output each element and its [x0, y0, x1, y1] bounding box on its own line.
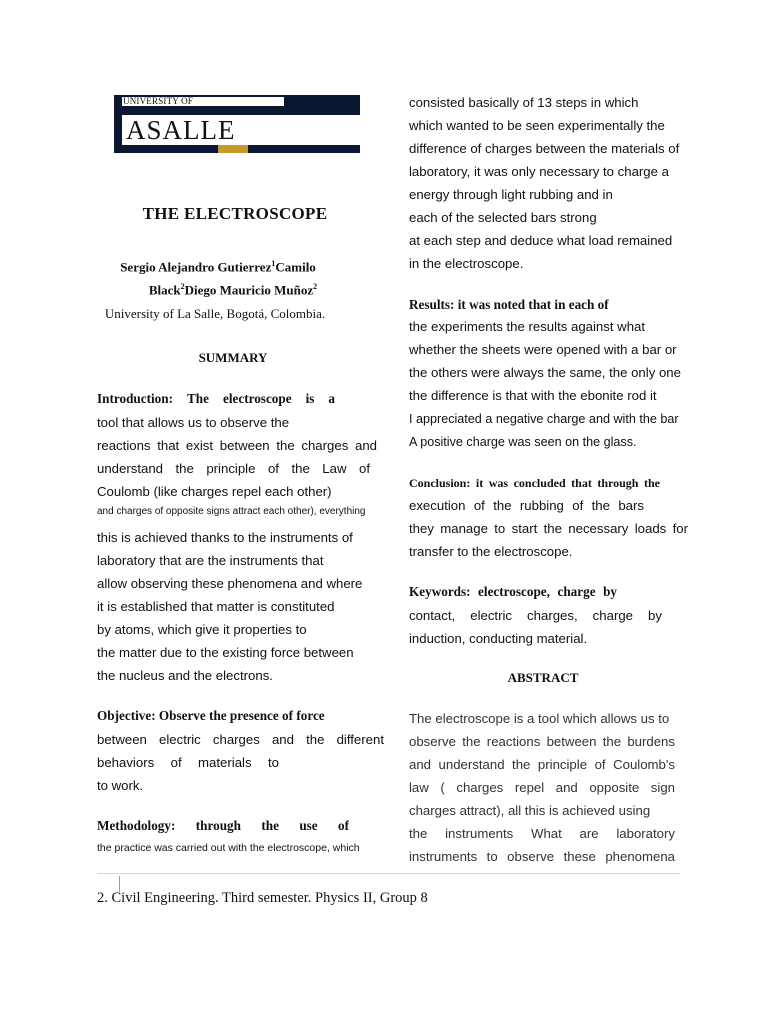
abstract-line: and understand the principle of Coulomb's: [409, 757, 675, 772]
method-line: difference of charges between the materials of: [409, 141, 680, 156]
method-line: consisted basically of 13 steps in which: [409, 95, 639, 110]
results-line: the others were always the same, the only one: [409, 365, 681, 380]
footnote-separator: [97, 873, 680, 874]
abstract-line: instruments to observe these phenomena: [409, 849, 675, 864]
abstract-line: law ( charges repel and opposite sign: [409, 780, 675, 795]
abstract-line: observe the reactions between the burdens: [409, 734, 675, 749]
logo-main-text: ASALLE: [122, 115, 360, 145]
abstract-line: The electroscope is a tool which allows us to: [409, 711, 670, 726]
intro-first-text: The electroscope is a: [186, 391, 335, 406]
intro-line: understand the principle of the Law of: [97, 461, 370, 476]
keywords-line: induction, conducting material.: [409, 631, 588, 646]
logo-small-text: UNIVERSITY OF: [122, 97, 284, 106]
results-line: A positive charge was seen on the glass.: [409, 435, 637, 449]
intro-line: this is achieved thanks to the instruments of: [97, 530, 353, 545]
authors-line-2: [115, 282, 351, 298]
authors-line-1: [100, 259, 336, 275]
results-line: the difference is that with the ebonite rod it: [409, 388, 657, 403]
author-name: Black: [148, 282, 181, 298]
results-line: the experiments the results against what: [409, 319, 646, 334]
conclusion-line: they manage to start the necessary loads for: [409, 521, 688, 536]
intro-line: tool that allows us to observe the: [97, 415, 290, 430]
intro-first-line: [97, 389, 335, 409]
abstract-line: the instruments What are laboratory: [409, 826, 675, 841]
conclusion-heading: Conclusion: it was concluded that through the: [409, 476, 660, 490]
method-line: energy through light rubbing and in: [409, 187, 613, 202]
results-heading: Results: it was noted that in each of: [409, 297, 609, 312]
methodology-first-line: [97, 816, 349, 836]
author-name: Sergio Alejandro Gutierrez: [120, 259, 272, 275]
abstract-heading: ABSTRACT: [507, 670, 579, 685]
keywords-heading: Keywords: electroscope, charge by: [409, 584, 617, 599]
method-line: which wanted to be seen experimentally the: [409, 118, 665, 133]
logo-accent-shape: [218, 145, 248, 153]
intro-line: the matter due to the existing force between: [97, 645, 354, 660]
intro-line: by atoms, which give it properties to: [97, 622, 307, 637]
method-line: laboratory, it was only necessary to charge a: [409, 164, 669, 179]
abstract-line: charges attract), all this is achieved using: [409, 803, 651, 818]
intro-line: it is established that matter is constituted: [97, 599, 335, 614]
keywords-line: contact, electric charges, charge by: [409, 608, 662, 623]
method-line: at each step and deduce what load remained: [409, 233, 673, 248]
paper-title: THE ELECTROSCOPE: [142, 204, 328, 223]
methodology-first-text: through the use of: [195, 818, 349, 833]
intro-label: Introduction:: [97, 391, 173, 406]
results-line: whether the sheets were opened with a bar or: [409, 342, 677, 357]
author-name: Diego Mauricio Muñoz: [184, 282, 314, 298]
conclusion-line: transfer to the electroscope.: [409, 544, 573, 559]
conclusion-line: execution of the rubbing of the bars: [409, 498, 644, 513]
intro-line: the nucleus and the electrons.: [97, 668, 273, 683]
objective-heading: Objective: Observe the presence of force: [97, 708, 325, 723]
summary-heading: SUMMARY: [198, 350, 268, 365]
intro-line: laboratory that are the instruments that: [97, 553, 324, 568]
objective-line: between electric charges and the different: [97, 732, 384, 747]
author-superscript: 2: [313, 282, 318, 291]
author-name: Camilo: [275, 259, 316, 275]
footnote: 2. Civil Engineering. Third semester. Physics II, Group 8: [97, 890, 428, 906]
objective-line: behaviors of materials to: [97, 755, 279, 770]
author-superscript: 1: [271, 259, 276, 268]
methodology-line: the practice was carried out with the electroscope, which: [97, 842, 360, 854]
university-logo: [114, 95, 360, 153]
intro-line: allow observing these phenomena and where: [97, 576, 363, 591]
methodology-label: Methodology:: [97, 818, 176, 833]
intro-line: Coulomb (like charges repel each other): [97, 484, 332, 499]
author-superscript: 2: [180, 282, 185, 291]
affiliation: University of La Salle, Bogotá, Colombia.: [104, 306, 326, 321]
objective-line: to work.: [97, 778, 144, 793]
method-line: in the electroscope.: [409, 256, 524, 271]
intro-line: and charges of opposite signs attract each other), everything: [97, 506, 366, 517]
intro-line: reactions that exist between the charges and: [97, 438, 377, 453]
results-line: I appreciated a negative charge and with the bar: [409, 412, 679, 426]
method-line: each of the selected bars strong: [409, 210, 597, 225]
